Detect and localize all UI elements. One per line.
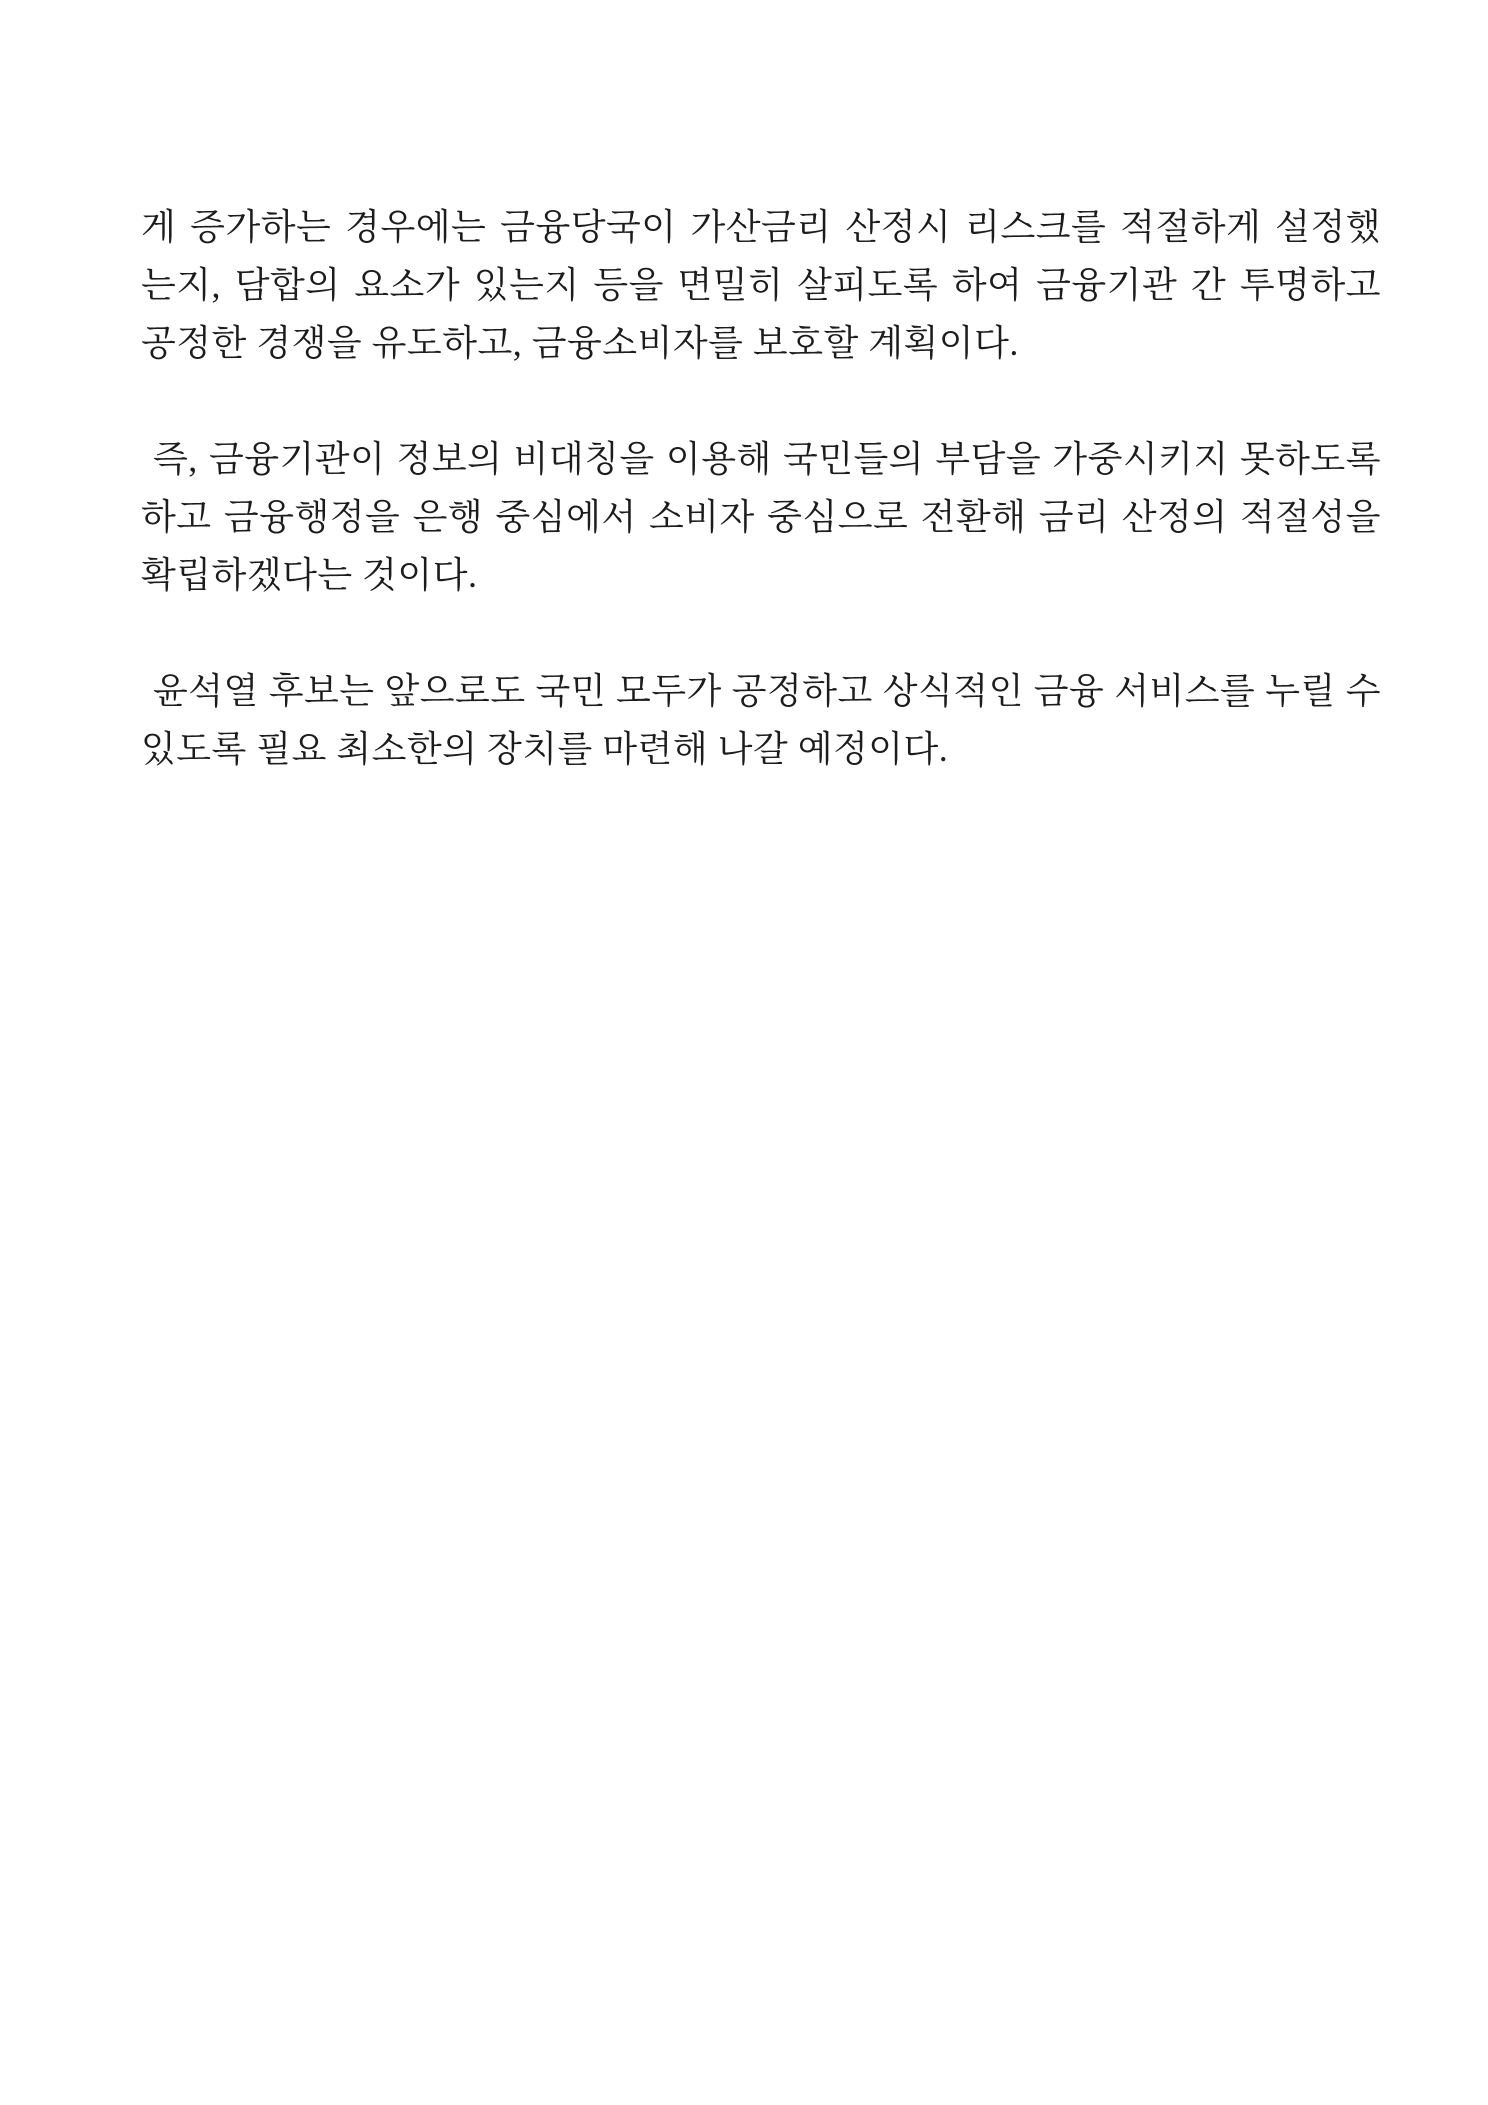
paragraph-2: 즉, 금융기관이 정보의 비대칭을 이용해 국민들의 부담을 가중시키지 못하도록 하고 금융행정을 은행 중심에서 소비자 중심으로 전환해 금리 산정의 적절성을 확립하겠다는 것이다. [141, 439, 1381, 595]
paragraph-1: 게 증가하는 경우에는 금융당국이 가산금리 산정시 리스크를 적절하게 설정했는지, 담합의 요소가 있는지 등을 면밀히 살피도록 하여 금융기관 간 투명하고 공정한 경쟁을 유도하고, 금융소비자를 보호할 계획이다. [141, 207, 1381, 363]
paragraph-3: 윤석열 후보는 앞으로도 국민 모두가 공정하고 상식적인 금융 서비스를 누릴 수 있도록 필요 최소한의 장치를 마련해 나갈 예정이다. [141, 671, 1381, 769]
document-text-block [141, 198, 1381, 778]
